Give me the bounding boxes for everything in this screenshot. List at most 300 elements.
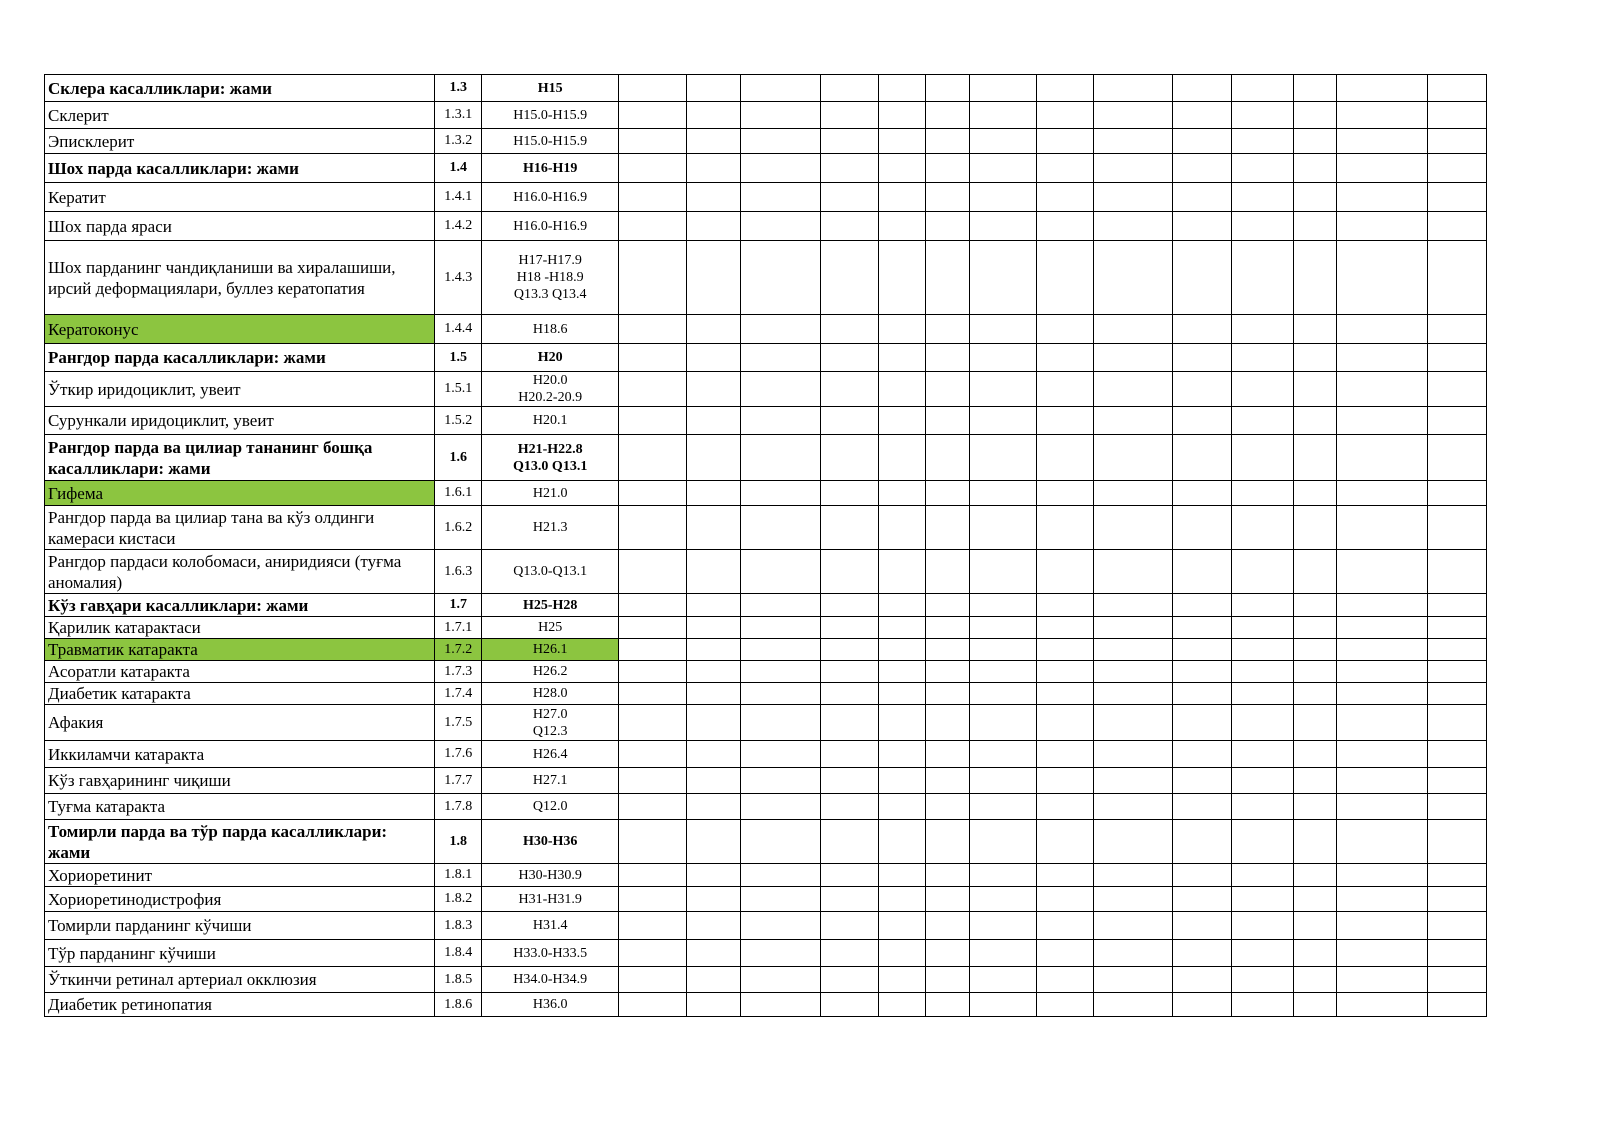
empty-cell [1337, 183, 1428, 212]
row-number-cell: 1.4.2 [435, 212, 482, 241]
empty-cell [821, 435, 878, 481]
table-row [45, 550, 1555, 594]
empty-cell [1094, 315, 1173, 344]
table-row [45, 372, 1555, 407]
empty-cell [925, 768, 969, 794]
empty-cell [821, 594, 878, 617]
empty-cell [1294, 705, 1337, 741]
empty-cell [686, 550, 740, 594]
empty-cell [1232, 372, 1294, 407]
row-name-cell: Ўткир иридоциклит, увеит [45, 372, 435, 407]
row-name-cell: Кератоконус [45, 315, 435, 344]
empty-cell [1036, 407, 1093, 435]
empty-cell [740, 887, 821, 912]
empty-cell [1294, 967, 1337, 993]
empty-cell [969, 102, 1036, 129]
row-name-cell: Шох парда касалликлари: жами [45, 154, 435, 183]
empty-cell [1232, 594, 1294, 617]
empty-cell [1428, 639, 1487, 661]
row-name-cell: Тўр парданинг кўчиши [45, 940, 435, 967]
table-row [45, 315, 1555, 344]
empty-cell [619, 705, 686, 741]
table-row [45, 407, 1555, 435]
empty-cell [925, 212, 969, 241]
empty-cell [969, 820, 1036, 864]
empty-cell [1232, 550, 1294, 594]
empty-cell [925, 617, 969, 639]
empty-cell [686, 741, 740, 768]
empty-cell [1337, 940, 1428, 967]
empty-cell [1294, 794, 1337, 820]
empty-cell [1094, 594, 1173, 617]
empty-cell [740, 75, 821, 102]
empty-cell [1036, 594, 1093, 617]
empty-cell [619, 594, 686, 617]
empty-cell [821, 241, 878, 315]
empty-cell [1232, 183, 1294, 212]
empty-cell [1428, 661, 1487, 683]
empty-cell [878, 407, 925, 435]
table-row [45, 705, 1555, 741]
empty-cell [1172, 594, 1231, 617]
empty-cell [925, 741, 969, 768]
empty-cell [740, 481, 821, 506]
empty-cell [1294, 820, 1337, 864]
empty-cell [969, 594, 1036, 617]
row-name-cell: Қарилик катарактаси [45, 617, 435, 639]
table-row [45, 820, 1555, 864]
empty-cell [969, 435, 1036, 481]
empty-cell [1428, 315, 1487, 344]
empty-cell [878, 594, 925, 617]
empty-cell [1337, 75, 1428, 102]
empty-cell [1036, 550, 1093, 594]
empty-cell [1232, 683, 1294, 705]
empty-cell [821, 639, 878, 661]
row-name-cell: Склерит [45, 102, 435, 129]
empty-cell [1294, 344, 1337, 372]
empty-cell [1172, 212, 1231, 241]
icd-code-cell: H26.1 [482, 639, 619, 661]
empty-cell [740, 212, 821, 241]
row-number-cell: 1.8.4 [435, 940, 482, 967]
empty-cell [969, 241, 1036, 315]
empty-cell [686, 705, 740, 741]
empty-cell [821, 864, 878, 887]
empty-cell [1294, 75, 1337, 102]
empty-cell [969, 315, 1036, 344]
empty-cell [686, 639, 740, 661]
empty-cell [969, 967, 1036, 993]
empty-cell [1172, 639, 1231, 661]
empty-cell [619, 912, 686, 940]
icd-code-cell: H17-H17.9 H18 -H18.9 Q13.3 Q13.4 [482, 241, 619, 315]
row-number-cell: 1.6.1 [435, 481, 482, 506]
empty-cell [619, 506, 686, 550]
empty-cell [878, 639, 925, 661]
empty-cell [1172, 705, 1231, 741]
icd-code-cell: H25 [482, 617, 619, 639]
empty-cell [686, 768, 740, 794]
empty-cell [1036, 315, 1093, 344]
empty-cell [878, 102, 925, 129]
empty-cell [1428, 768, 1487, 794]
empty-cell [686, 344, 740, 372]
empty-cell [1036, 154, 1093, 183]
empty-cell [1337, 864, 1428, 887]
empty-cell [619, 940, 686, 967]
table-row [45, 212, 1555, 241]
empty-cell [925, 639, 969, 661]
empty-cell [878, 617, 925, 639]
empty-cell [1294, 912, 1337, 940]
empty-cell [969, 344, 1036, 372]
empty-cell [1337, 372, 1428, 407]
empty-cell [740, 344, 821, 372]
empty-cell [1294, 940, 1337, 967]
icd-code-cell: H28.0 [482, 683, 619, 705]
table-row [45, 940, 1555, 967]
row-name-cell: Эписклерит [45, 129, 435, 154]
empty-cell [1094, 481, 1173, 506]
empty-cell [1036, 183, 1093, 212]
empty-cell [686, 372, 740, 407]
empty-cell [740, 617, 821, 639]
empty-cell [1172, 661, 1231, 683]
table-row [45, 241, 1555, 315]
empty-cell [686, 129, 740, 154]
empty-cell [740, 820, 821, 864]
empty-cell [686, 241, 740, 315]
icd-code-cell: H20 [482, 344, 619, 372]
table-row [45, 768, 1555, 794]
empty-cell [1094, 887, 1173, 912]
empty-cell [1337, 661, 1428, 683]
empty-cell [969, 617, 1036, 639]
empty-cell [1232, 506, 1294, 550]
empty-cell [821, 102, 878, 129]
empty-cell [740, 741, 821, 768]
empty-cell [1094, 864, 1173, 887]
empty-cell [619, 887, 686, 912]
empty-cell [1232, 639, 1294, 661]
empty-cell [821, 887, 878, 912]
row-number-cell: 1.5.1 [435, 372, 482, 407]
row-name-cell: Шох парда яраси [45, 212, 435, 241]
icd-code-cell: H27.1 [482, 768, 619, 794]
empty-cell [1036, 102, 1093, 129]
empty-cell [619, 993, 686, 1017]
row-name-cell: Диабетик ретинопатия [45, 993, 435, 1017]
icd-code-cell: H27.0 Q12.3 [482, 705, 619, 741]
empty-cell [1172, 768, 1231, 794]
empty-cell [1036, 617, 1093, 639]
empty-cell [925, 506, 969, 550]
empty-cell [1172, 864, 1231, 887]
empty-cell [619, 102, 686, 129]
empty-cell [1036, 481, 1093, 506]
empty-cell [1294, 435, 1337, 481]
empty-cell [740, 639, 821, 661]
empty-cell [1428, 912, 1487, 940]
row-name-cell: Шох парданинг чандиқланиши ва хиралашиши, ирсий деформациялари, буллез кератопатия [45, 241, 435, 315]
empty-cell [821, 967, 878, 993]
empty-cell [1428, 741, 1487, 768]
empty-cell [686, 912, 740, 940]
empty-cell [925, 550, 969, 594]
empty-cell [925, 594, 969, 617]
icd-code-cell: H34.0-H34.9 [482, 967, 619, 993]
empty-cell [740, 768, 821, 794]
empty-cell [925, 820, 969, 864]
empty-cell [740, 794, 821, 820]
empty-cell [619, 741, 686, 768]
empty-cell [969, 506, 1036, 550]
empty-cell [878, 315, 925, 344]
empty-cell [1337, 154, 1428, 183]
empty-cell [1036, 912, 1093, 940]
empty-cell [821, 940, 878, 967]
empty-cell [1232, 481, 1294, 506]
row-name-cell: Иккиламчи катаракта [45, 741, 435, 768]
empty-cell [1094, 639, 1173, 661]
empty-cell [619, 864, 686, 887]
empty-cell [821, 407, 878, 435]
empty-cell [1232, 661, 1294, 683]
empty-cell [686, 407, 740, 435]
empty-cell [925, 683, 969, 705]
empty-cell [1232, 617, 1294, 639]
icd-code-cell: H21-H22.8 Q13.0 Q13.1 [482, 435, 619, 481]
empty-cell [1094, 102, 1173, 129]
empty-cell [1232, 75, 1294, 102]
icd-code-cell: Q13.0-Q13.1 [482, 550, 619, 594]
empty-cell [1337, 617, 1428, 639]
empty-cell [1337, 344, 1428, 372]
empty-cell [1036, 683, 1093, 705]
empty-cell [619, 75, 686, 102]
empty-cell [740, 241, 821, 315]
row-number-cell: 1.8.6 [435, 993, 482, 1017]
row-number-cell: 1.7.4 [435, 683, 482, 705]
empty-cell [925, 940, 969, 967]
empty-cell [619, 683, 686, 705]
empty-cell [1094, 129, 1173, 154]
empty-cell [969, 639, 1036, 661]
empty-cell [1172, 967, 1231, 993]
empty-cell [1094, 940, 1173, 967]
empty-cell [1337, 820, 1428, 864]
icd-code-cell: H15.0-H15.9 [482, 129, 619, 154]
empty-cell [821, 212, 878, 241]
empty-cell [686, 75, 740, 102]
empty-cell [619, 967, 686, 993]
row-name-cell: Рангдор парда ва цилиар тананинг бошқа касалликлари: жами [45, 435, 435, 481]
empty-cell [740, 705, 821, 741]
empty-cell [1232, 315, 1294, 344]
empty-cell [740, 661, 821, 683]
empty-cell [1294, 372, 1337, 407]
empty-cell [878, 864, 925, 887]
empty-cell [1232, 407, 1294, 435]
empty-cell [1036, 661, 1093, 683]
empty-cell [1036, 344, 1093, 372]
table-row [45, 129, 1555, 154]
table-row [45, 794, 1555, 820]
empty-cell [925, 481, 969, 506]
empty-cell [686, 967, 740, 993]
empty-cell [740, 594, 821, 617]
empty-cell [740, 506, 821, 550]
empty-cell [1294, 129, 1337, 154]
empty-cell [969, 481, 1036, 506]
empty-cell [878, 887, 925, 912]
empty-cell [1036, 705, 1093, 741]
empty-cell [1172, 154, 1231, 183]
row-name-cell: Хориоретинит [45, 864, 435, 887]
icd-code-cell: H18.6 [482, 315, 619, 344]
empty-cell [1337, 481, 1428, 506]
empty-cell [1172, 993, 1231, 1017]
empty-cell [878, 241, 925, 315]
empty-cell [1036, 741, 1093, 768]
table-row [45, 887, 1555, 912]
row-number-cell: 1.6.3 [435, 550, 482, 594]
empty-cell [1232, 741, 1294, 768]
empty-cell [1094, 212, 1173, 241]
empty-cell [1428, 372, 1487, 407]
empty-cell [1294, 617, 1337, 639]
empty-cell [1337, 550, 1428, 594]
row-number-cell: 1.8 [435, 820, 482, 864]
empty-cell [686, 212, 740, 241]
empty-cell [1232, 912, 1294, 940]
empty-cell [740, 864, 821, 887]
empty-cell [619, 129, 686, 154]
empty-cell [686, 154, 740, 183]
empty-cell [1428, 102, 1487, 129]
empty-cell [1172, 102, 1231, 129]
empty-cell [1428, 212, 1487, 241]
empty-cell [1232, 794, 1294, 820]
empty-cell [821, 820, 878, 864]
empty-cell [1094, 820, 1173, 864]
table-row [45, 154, 1555, 183]
empty-cell [821, 506, 878, 550]
empty-cell [1294, 741, 1337, 768]
empty-cell [925, 864, 969, 887]
empty-cell [1172, 315, 1231, 344]
empty-cell [1294, 887, 1337, 912]
empty-cell [878, 372, 925, 407]
empty-cell [1094, 154, 1173, 183]
table-row [45, 481, 1555, 506]
empty-cell [1428, 594, 1487, 617]
empty-cell [740, 940, 821, 967]
table-row [45, 741, 1555, 768]
empty-cell [619, 344, 686, 372]
empty-cell [686, 940, 740, 967]
empty-cell [1172, 407, 1231, 435]
empty-cell [969, 129, 1036, 154]
empty-cell [1232, 993, 1294, 1017]
empty-cell [1294, 241, 1337, 315]
empty-cell [878, 940, 925, 967]
empty-cell [1232, 102, 1294, 129]
empty-cell [1036, 372, 1093, 407]
empty-cell [1232, 154, 1294, 183]
empty-cell [1036, 212, 1093, 241]
empty-cell [1428, 407, 1487, 435]
empty-cell [925, 887, 969, 912]
empty-cell [1036, 75, 1093, 102]
icd-code-cell: H16.0-H16.9 [482, 183, 619, 212]
table-row [45, 683, 1555, 705]
empty-cell [740, 315, 821, 344]
empty-cell [969, 741, 1036, 768]
empty-cell [821, 315, 878, 344]
empty-cell [1172, 887, 1231, 912]
empty-cell [821, 993, 878, 1017]
empty-cell [925, 912, 969, 940]
row-number-cell: 1.4.3 [435, 241, 482, 315]
empty-cell [821, 794, 878, 820]
row-name-cell: Асоратли катаракта [45, 661, 435, 683]
empty-cell [821, 481, 878, 506]
empty-cell [1094, 967, 1173, 993]
empty-cell [1036, 940, 1093, 967]
empty-cell [1094, 705, 1173, 741]
empty-cell [740, 372, 821, 407]
empty-cell [619, 820, 686, 864]
empty-cell [1232, 967, 1294, 993]
empty-cell [1036, 993, 1093, 1017]
empty-cell [878, 506, 925, 550]
icd-code-cell: H21.0 [482, 481, 619, 506]
row-name-cell: Афакия [45, 705, 435, 741]
empty-cell [619, 183, 686, 212]
icd-code-cell: H30-H30.9 [482, 864, 619, 887]
empty-cell [1428, 967, 1487, 993]
empty-cell [1094, 372, 1173, 407]
row-name-cell: Травматик катаракта [45, 639, 435, 661]
row-name-cell: Сурункали иридоциклит, увеит [45, 407, 435, 435]
empty-cell [878, 435, 925, 481]
empty-cell [1094, 794, 1173, 820]
empty-cell [1172, 794, 1231, 820]
row-number-cell: 1.7.1 [435, 617, 482, 639]
empty-cell [969, 940, 1036, 967]
icd-code-cell: H31-H31.9 [482, 887, 619, 912]
empty-cell [740, 967, 821, 993]
icd-code-cell: H25-H28 [482, 594, 619, 617]
empty-cell [1294, 315, 1337, 344]
empty-cell [1337, 768, 1428, 794]
empty-cell [878, 912, 925, 940]
empty-cell [1094, 617, 1173, 639]
empty-cell [740, 407, 821, 435]
row-number-cell: 1.5.2 [435, 407, 482, 435]
empty-cell [740, 183, 821, 212]
empty-cell [878, 683, 925, 705]
table-row [45, 594, 1555, 617]
empty-cell [740, 550, 821, 594]
icd-code-cell: H21.3 [482, 506, 619, 550]
empty-cell [619, 315, 686, 344]
empty-cell [686, 683, 740, 705]
empty-cell [1172, 372, 1231, 407]
empty-cell [1294, 183, 1337, 212]
